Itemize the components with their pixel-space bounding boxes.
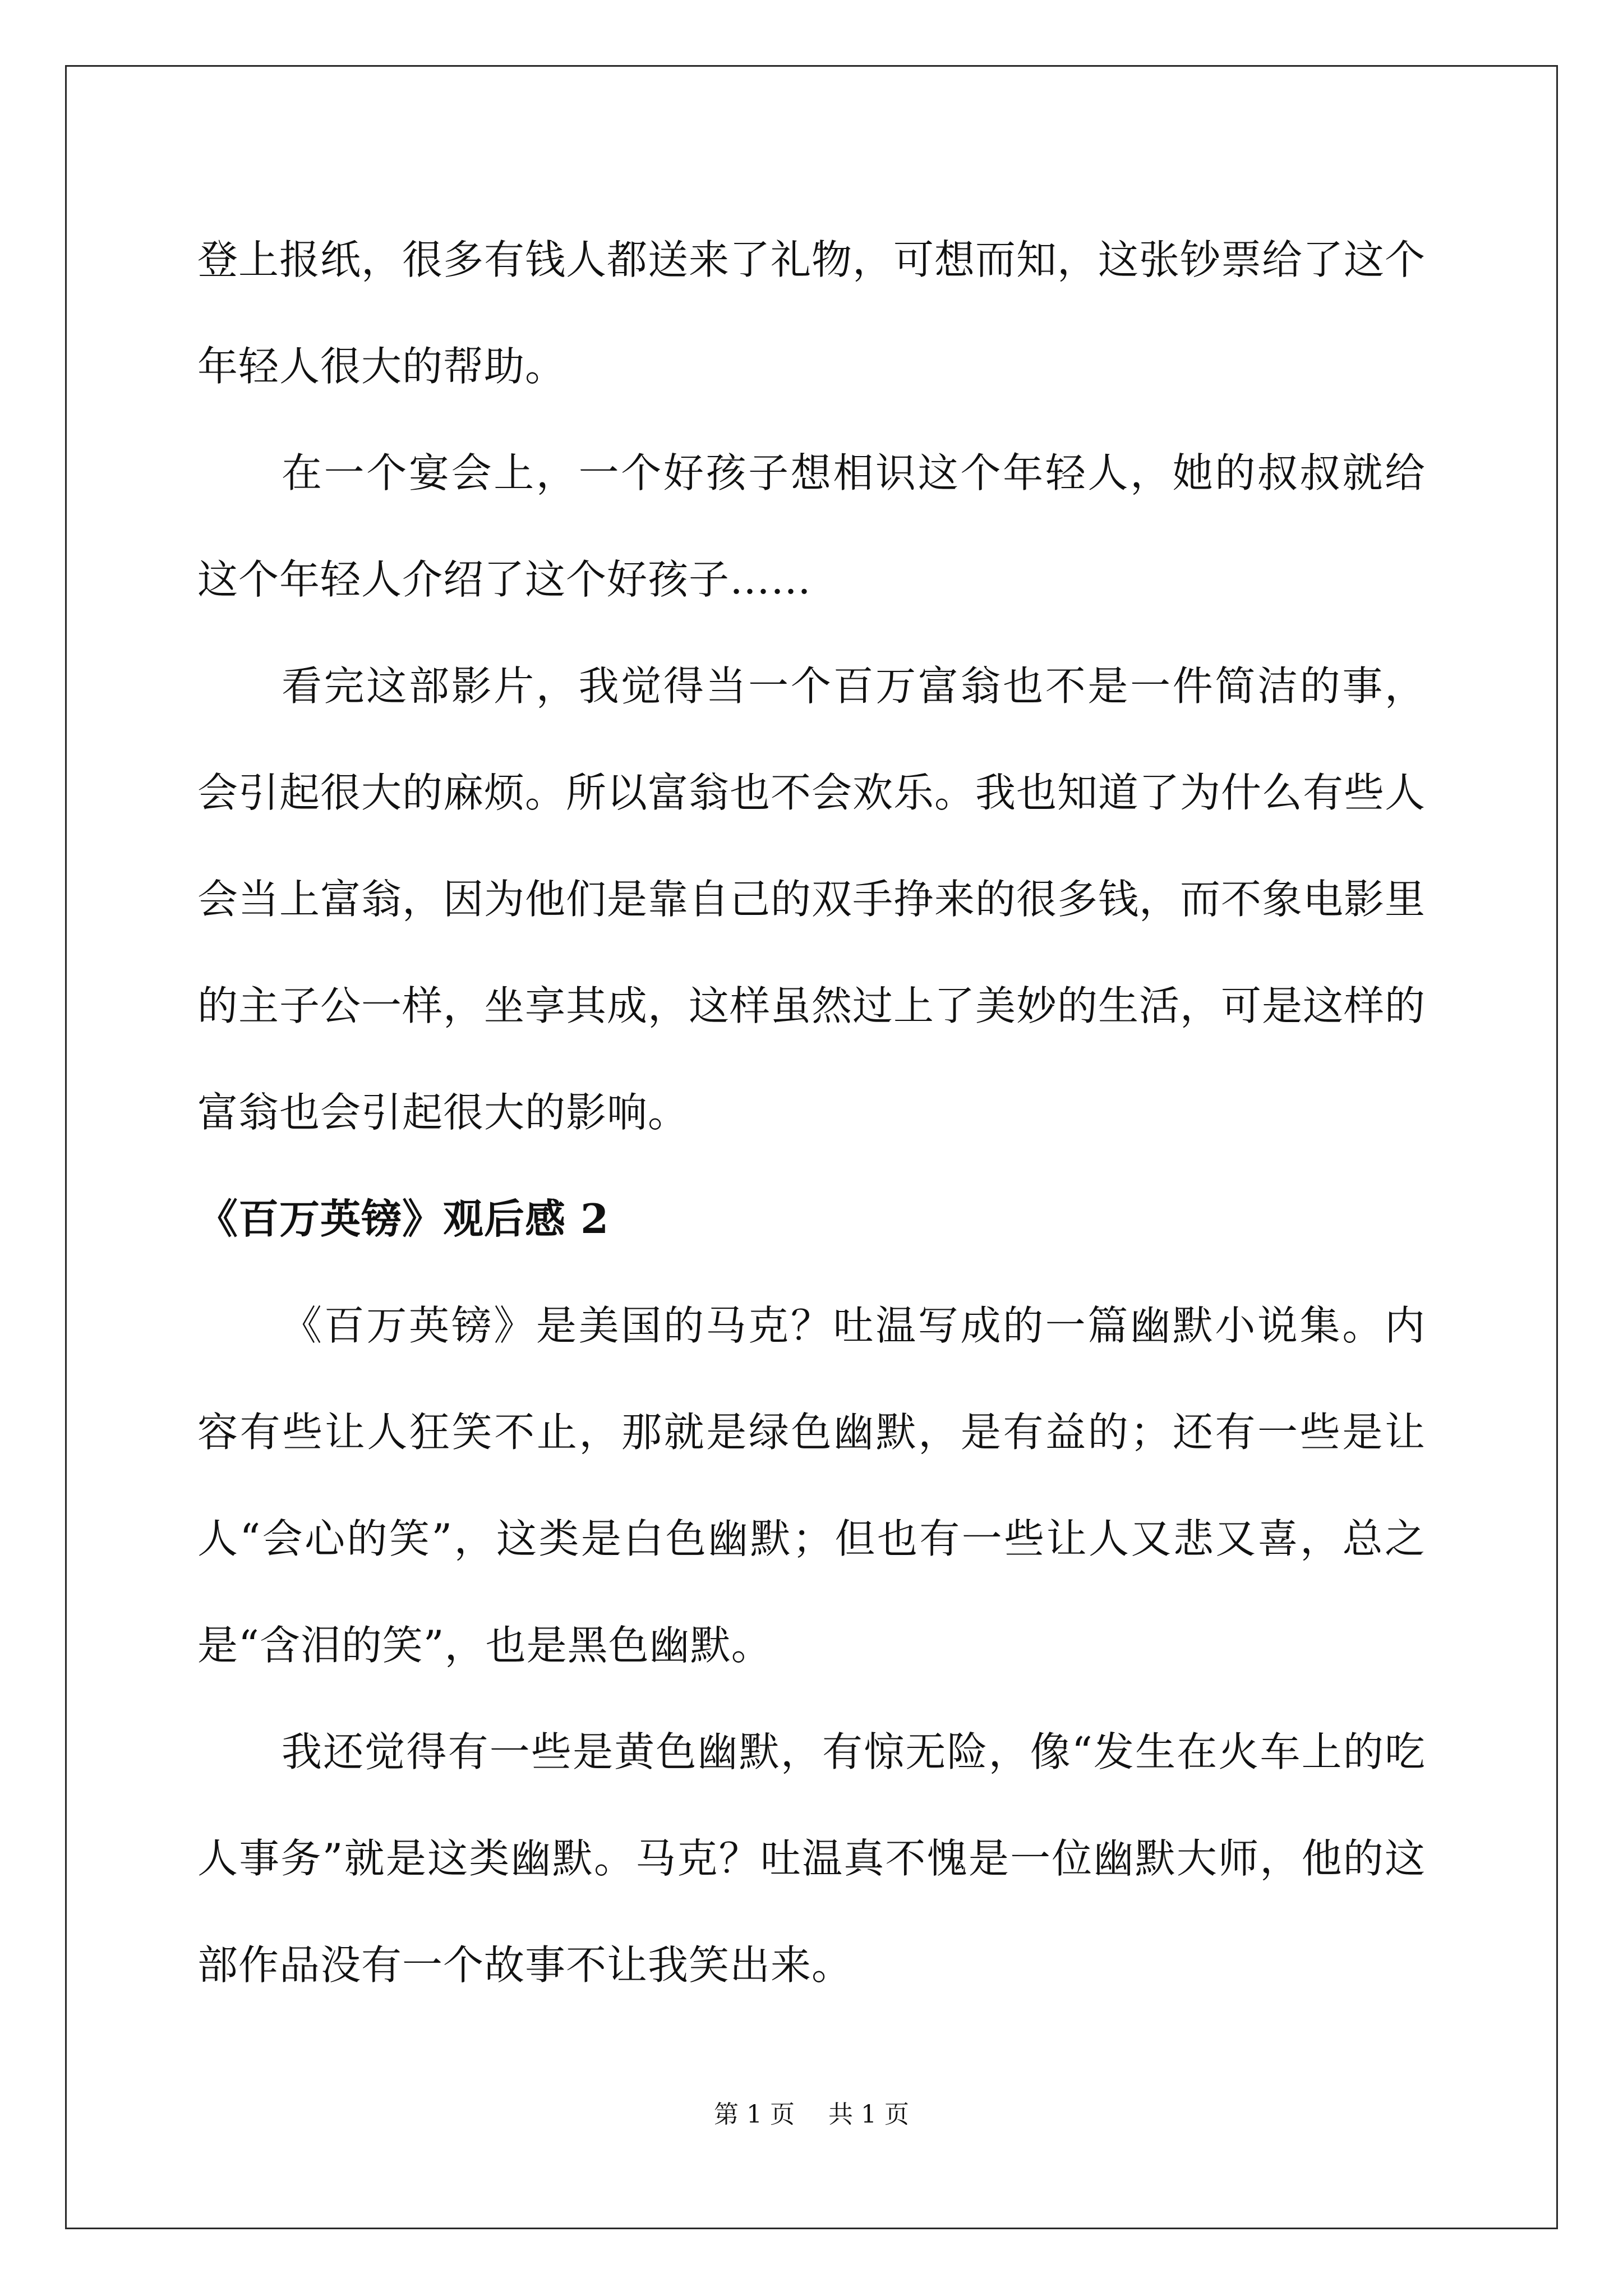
paragraph-3: 看完这部影片，我觉得当一个百万富翁也不是一件简洁的事，会引起很大的麻烦。所以富翁也不会欢乐。我也知道了为什么有些人会当上富翁，因为他们是靠自己的双手挣来的很多钱，而不象电影里的主子公一样，坐享其成，这样虽然过上了美妙的生活，可是这样的富翁也会引起很大的影响。	[197, 662, 1426, 1136]
page-footer	[0, 2098, 1623, 2132]
section-paragraph-2: 我还觉得有一些是黄色幽默，有惊无险，像“发生在火车上的吃人事务”就是这类幽默。马克？吐温真不愧是一位幽默大师，他的这部作品没有一个故事不让我笑出来。	[197, 1728, 1426, 1989]
paragraph-1: 登上报纸，很多有钱人都送来了礼物，可想而知，这张钞票给了这个年轻人很大的帮助。	[197, 236, 1426, 390]
page-total: 共 1 页	[828, 2100, 909, 2129]
paragraph-2: 在一个宴会上，一个好孩子想相识这个年轻人，她的叔叔就给这个年轻人介绍了这个好孩子……	[197, 449, 1426, 603]
document-body	[197, 206, 1426, 2018]
section-paragraph-1: 《百万英镑》是美国的马克？吐温写成的一篇幽默小说集。内容有些让人狂笑不止，那就是绿色幽默，是有益的；还有一些是让人“会心的笑”，这类是白色幽默；但也有一些让人又悲又喜，总之是“含泪的笑”，也是黑色幽默。	[197, 1302, 1426, 1669]
section-heading: 《百万英镑》观后感 2	[197, 1195, 610, 1243]
page-number: 第 1 页	[714, 2100, 795, 2129]
